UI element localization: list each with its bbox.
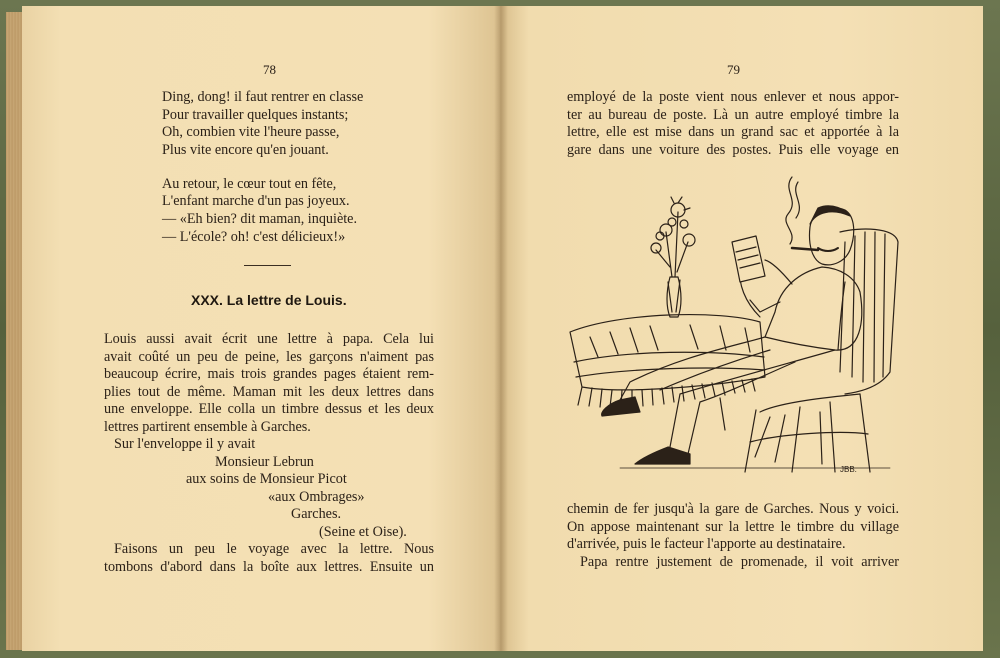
smoke-icon [786, 177, 792, 244]
left-page-number: 78 [263, 62, 276, 77]
text-line: ter au bureau de poste. Là un autre employé timbre la [567, 107, 899, 123]
address-line: «aux Ombrages» [268, 489, 365, 505]
text-line: une enveloppe. Elle colla un timbre dessus et les deux [104, 401, 434, 417]
text-line: d'arrivée, puis le facteur l'apporte au destinataire. [567, 536, 846, 552]
table-icon [570, 315, 765, 430]
text-line: lettres partirent ensemble à Garches. [104, 419, 311, 435]
text-line: On appose maintenant sur la lettre le timbre du village [567, 519, 899, 535]
book-gutter [494, 6, 508, 651]
poem-line: — L'école? oh! c'est délicieux!» [162, 229, 346, 245]
poem-line: L'enfant marche d'un pas joyeux. [162, 193, 350, 209]
text-line: beaucoup écrire, mais trois grandes pages étaient rem- [104, 366, 434, 382]
poem-line: Au retour, le cœur tout en fête, [162, 176, 337, 192]
text-line: chemin de fer jusqu'à la gare de Garches. Nous y voici. [567, 501, 899, 517]
text-line: Papa rentre justement de promenade, il voit arriver [580, 554, 899, 570]
text-line: lettre, elle est mise dans un grand sac et apportée à la [567, 124, 899, 140]
address-line: aux soins de Monsieur Picot [186, 471, 347, 487]
poem-line: Ding, dong! il faut rentrer en classe [162, 89, 364, 105]
poem-line: Oh, combien vite l'heure passe, [162, 124, 340, 140]
text-line: gare dans une voiture des postes. Puis elle voyage en [567, 142, 899, 158]
man-reading-icon [602, 206, 862, 464]
right-page-number: 79 [727, 62, 740, 77]
text-line: avait coûté un peu de peine, les garçons n'aiment pas [104, 349, 434, 365]
text-line: employé de la poste vient nous enlever et nous appor- [567, 89, 899, 105]
chapter-title: XXX. La lettre de Louis. [191, 292, 347, 308]
poem-line: Pour travailler quelques instants; [162, 107, 349, 123]
illustration-man-reading [560, 172, 905, 477]
text-line: Louis aussi avait écrit une lettre à papa. Cela lui [104, 331, 434, 347]
text-line: Faisons un peu le voyage avec la lettre. Nous [114, 541, 434, 557]
illustrator-signature: JBB. [840, 465, 857, 474]
address-line: Monsieur Lebrun [215, 454, 314, 470]
text-line: tombons d'abord dans la boîte aux lettres. Ensuite un [104, 559, 434, 575]
poem-line: Plus vite encore qu'en jouant. [162, 142, 329, 158]
section-divider [244, 265, 291, 266]
text-line: Sur l'enveloppe il y avait [114, 436, 256, 452]
text-line: plies tout de même. Maman mit les deux lettres dans [104, 384, 434, 400]
address-line: Garches. [291, 506, 342, 522]
address-line: (Seine et Oise). [319, 524, 407, 540]
poem-line: — «Eh bien? dit maman, inquiète. [162, 211, 358, 227]
flower-vase-icon [651, 197, 695, 317]
